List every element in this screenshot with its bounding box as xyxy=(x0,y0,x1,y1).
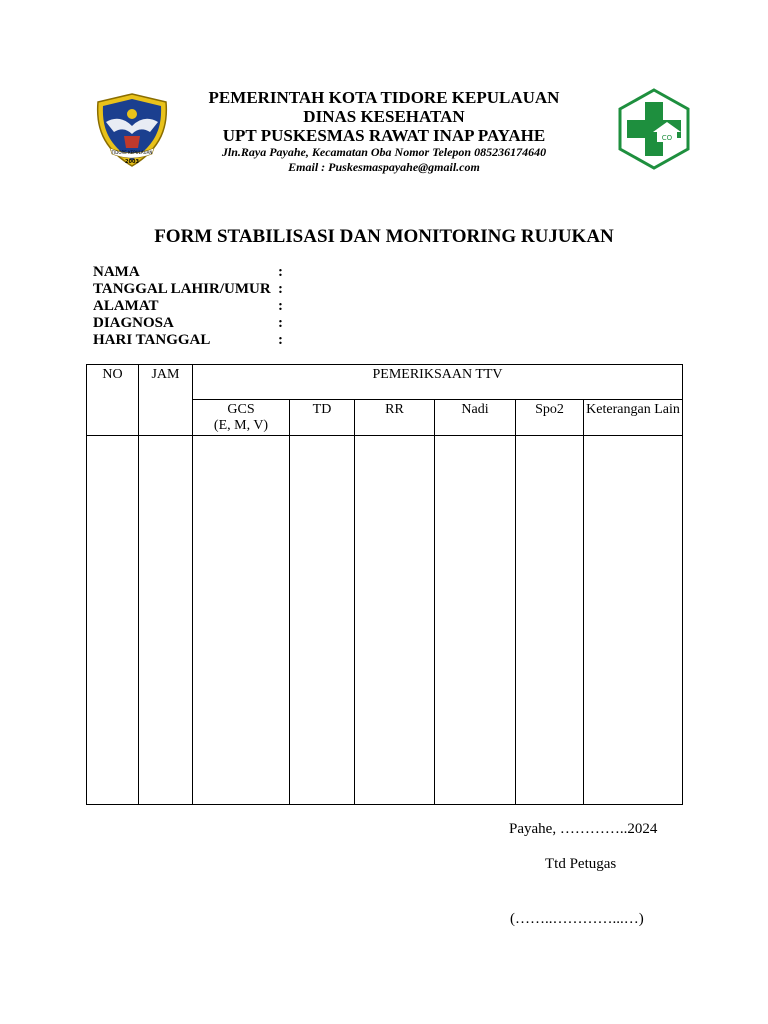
header-jam: JAM xyxy=(139,365,193,436)
field-label: DIAGNOSA xyxy=(93,315,174,331)
field-label: TANGGAL LAHIR/UMUR xyxy=(93,281,271,297)
logo-left-text: TIDORE KEPULAUAN xyxy=(111,150,153,155)
field-colon: : xyxy=(278,315,283,331)
field-colon: : xyxy=(278,264,283,280)
letterhead-department: DINAS KESEHATAN xyxy=(303,107,465,126)
cell-keterangan[interactable] xyxy=(584,436,683,805)
signature-date: Payahe, …………..2024 xyxy=(509,821,658,837)
field-colon: : xyxy=(278,281,283,297)
logo-left-year: 2003 xyxy=(125,159,139,165)
header-pemeriksaan-ttv: PEMERIKSAAN TTV xyxy=(193,365,683,400)
cell-gcs[interactable] xyxy=(193,436,290,805)
field-label: ALAMAT xyxy=(93,298,159,314)
field-hari-tanggal xyxy=(93,332,283,349)
signature-name-line: (……..…………...…) xyxy=(510,911,644,927)
field-alamat xyxy=(93,298,283,315)
form-title: FORM STABILISASI DAN MONITORING RUJUKAN xyxy=(154,226,614,247)
field-colon: : xyxy=(278,332,283,348)
letterhead-facility: UPT PUSKESMAS RAWAT INAP PAYAHE xyxy=(222,126,546,145)
header-nadi: Nadi xyxy=(435,400,516,436)
patient-fields xyxy=(93,264,283,349)
field-label: NAMA xyxy=(93,264,140,280)
header-no: NO xyxy=(87,365,139,436)
cell-rr[interactable] xyxy=(355,436,435,805)
logo-right-text: CO xyxy=(661,134,673,142)
field-label: HARI TANGGAL xyxy=(93,332,211,348)
puskesmas-logo xyxy=(617,88,691,170)
signature-label: Ttd Petugas xyxy=(545,856,617,872)
header-spo2: Spo2 xyxy=(516,400,584,436)
cell-spo2[interactable] xyxy=(516,436,584,805)
table-row xyxy=(87,436,683,805)
letterhead-government: PEMERINTAH KOTA TIDORE KEPULAUAN xyxy=(208,88,560,107)
field-nama xyxy=(93,264,283,281)
cell-nadi[interactable] xyxy=(435,436,516,805)
header-td: TD xyxy=(290,400,355,436)
cell-jam[interactable] xyxy=(139,436,193,805)
header-keterangan: Keterangan Lain xyxy=(584,400,683,436)
cell-no[interactable] xyxy=(87,436,139,805)
field-diagnosa xyxy=(93,315,283,332)
letterhead-email: Email : Puskesmaspayahe@gmail.com xyxy=(288,160,480,174)
field-tanggal-lahir xyxy=(93,281,283,298)
letterhead xyxy=(140,88,628,175)
monitoring-table xyxy=(86,364,683,805)
letterhead-address: Jln.Raya Payahe, Kecamatan Oba Nomor Telepon 085236174640 xyxy=(221,145,547,159)
header-rr: RR xyxy=(355,400,435,436)
field-colon: : xyxy=(278,298,283,314)
header-gcs: GCS (E, M, V) xyxy=(193,400,290,436)
cell-td[interactable] xyxy=(290,436,355,805)
